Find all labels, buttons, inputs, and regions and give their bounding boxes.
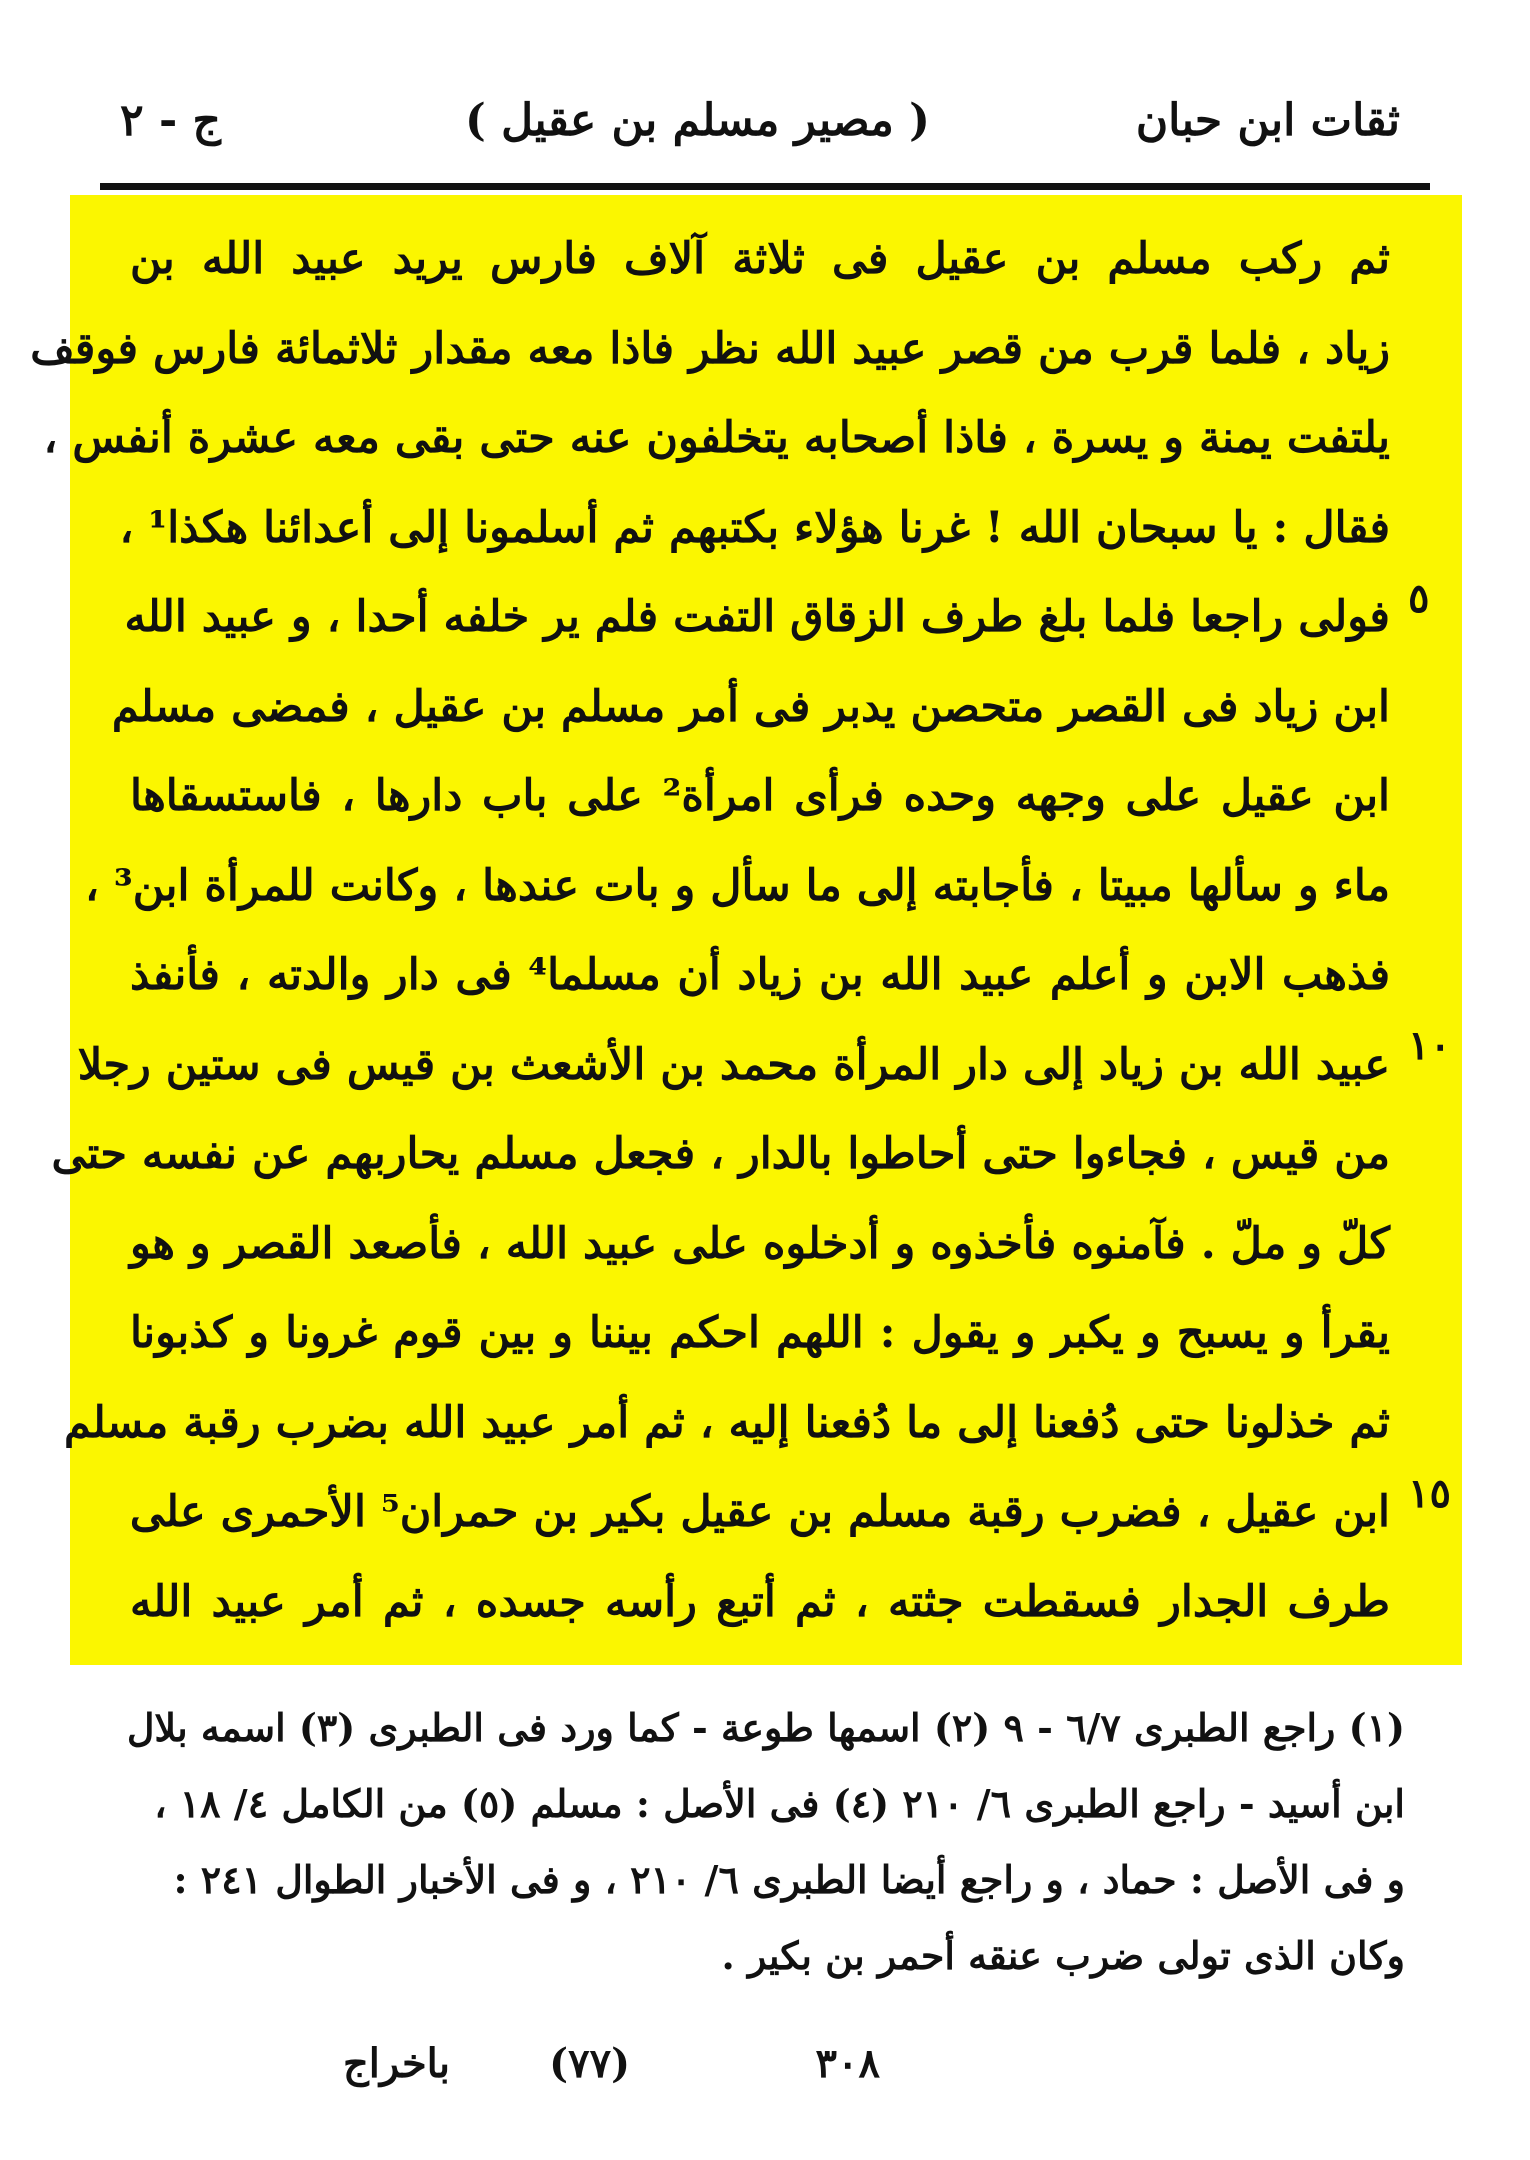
footnotes (126, 1690, 1405, 1994)
text-line: ثم ركب مسلم بن عقيل فى ثلاثة آلاف فارس يريد عبيد الله بن (130, 234, 1390, 284)
page-number: ٣٠٨ (815, 2040, 880, 2087)
footnote-line: و فى الأصل : حماد ، و راجع أيضا الطبرى ٦/ ٢١٠ ، و فى الأخبار الطوال ٢٤١ : (173, 1857, 1405, 1902)
footnote-line: ابن أسيد - راجع الطبرى ٦/ ٢١٠ (٤) فى الأصل : مسلم (٥) من الكامل ٤/ ١٨ ، (154, 1781, 1405, 1826)
sheet-number: (٧٧) (549, 2040, 630, 2087)
line-number-10: ١٠ (1408, 1022, 1451, 1069)
volume-label: ج - ٢ (120, 95, 221, 146)
text-line: عبيد الله بن زياد إلى دار المرأة محمد بن الأشعث بن قيس فى ستين رجلا (77, 1039, 1390, 1090)
footnote-line: (١) راجع الطبرى ٦/٧ - ٩ (٢) اسمها طوعة - كما ورد فى الطبرى (٣) اسمه بلال (126, 1705, 1405, 1750)
text-line: طرف الجدار فسقطت جثته ، ثم أتبع رأسه جسده ، ثم أمر عبيد الله (130, 1576, 1390, 1627)
printer-mark: باخراج (342, 2040, 450, 2087)
text-line: يلتفت يمنة و يسرة ، فاذا أصحابه يتخلفون عنه حتى بقى معه عشرة أنفس ، (43, 413, 1390, 463)
footnote-line: وكان الذى تولى ضرب عنقه أحمر بن بكير . (721, 1933, 1405, 1978)
text-line: ابن زياد فى القصر متحصن يدبر فى أمر مسلم بن عقيل ، فمضى مسلم (111, 681, 1390, 732)
text-line: يقرأ و يسبح و يكبر و يقول : اللهم احكم بيننا و بين قوم غرونا و كذبونا (130, 1308, 1390, 1358)
header-rule-thick (100, 183, 1430, 190)
page-footer (180, 2040, 880, 2100)
text-line: زياد ، فلما قرب من قصر عبيد الله نظر فاذا معه مقدار ثلاثمائة فارس فوقف (30, 323, 1390, 374)
text-line: فقال : يا سبحان الله ! غرنا هؤلاء بكتبهم ثم أسلمونا إلى أعدائنا هكذا¹ ، (119, 502, 1390, 553)
text-line: ابن عقيل على وجهه وحده فرأى امرأة² على باب دارها ، فاستسقاها (130, 771, 1390, 821)
text-line: فذهب الابن و أعلم عبيد الله بن زياد أن مسلما⁴ فى دار والدته ، فأنفذ (130, 950, 1390, 1000)
text-line: فولى راجعا فلما بلغ طرف الزقاق التفت فلم ير خلفه أحدا ، و عبيد الله (124, 592, 1390, 642)
line-number-15: ١٥ (1408, 1470, 1451, 1517)
text-line: ابن عقيل ، فضرب رقبة مسلم بن عقيل بكير بن حمران⁵ الأحمرى على (129, 1487, 1390, 1537)
line-number-5: ٥ (1408, 575, 1430, 622)
text-line: كلّ و ملّ . فآمنوه فأخذوه و أدخلوه على عبيد الله ، فأصعد القصر و هو (130, 1218, 1390, 1269)
book-title: ثقات ابن حبان (1135, 95, 1400, 146)
main-text (30, 215, 1390, 1647)
page-header (120, 95, 1400, 165)
section-title: ( مصير مسلم بن عقيل ) (464, 95, 930, 146)
text-line: من قيس ، فجاءوا حتى أحاطوا بالدار ، فجعل مسلم يحاربهم عن نفسه حتى (51, 1129, 1390, 1179)
text-line: ثم خذلونا حتى دُفعنا إلى ما دُفعنا إليه ، ثم أمر عبيد الله بضرب رقبة مسلم (64, 1397, 1390, 1448)
text-line: ماء و سألها مبيتا ، فأجابته إلى ما سأل و بات عندها ، وكانت للمرأة ابن³ ، (85, 860, 1390, 911)
